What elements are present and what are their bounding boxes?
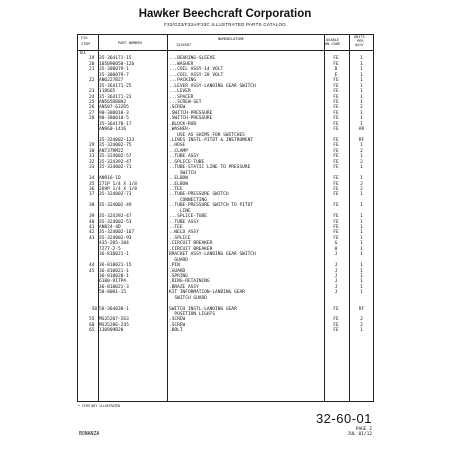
part-number-cell: 90-380010-5 [99, 116, 129, 122]
nomenclature-cell: ..HOSE [169, 143, 186, 149]
nomenclature-cell: ..TUBE-STATIC LINE TO PRESSURE [169, 165, 251, 171]
part-number-cell: 36-810020-1 [99, 273, 129, 279]
units-cell: 1 [360, 268, 363, 274]
item-cell: 25 [89, 99, 95, 105]
usable-code-cell: FE [333, 138, 339, 143]
nomenclature-cell: ..TEE [169, 225, 183, 230]
item-cell: 55 [89, 317, 95, 323]
nomenclature-cell: .SCREW [169, 105, 186, 111]
usable-code-cell: J [334, 279, 338, 285]
units-cell: 1 [360, 225, 363, 230]
units-cell: 2 [360, 186, 363, 192]
part-number-cell: 35-364171-23 [99, 94, 132, 100]
usable-code-cell: FE [333, 317, 339, 323]
part-number-cell: 36-810021-1 [99, 268, 129, 274]
item-cell: 28 [89, 116, 95, 122]
units-cell: 1 [360, 328, 363, 334]
nomenclature-cell: .BLOCK-RUB [169, 121, 197, 127]
units-cell: 1 [360, 61, 363, 67]
usable-code-cell: J [334, 284, 338, 290]
units-cell: 1 [360, 99, 363, 105]
nomenclature-cell: ..TUBE-PRESSURE SWITCH [169, 192, 229, 198]
units-cell: 1 [360, 290, 363, 296]
part-number-cell: 435-205-104 [99, 241, 129, 247]
nomenclature-cell: ...WASHER [169, 61, 194, 67]
usable-code-cell: FE [333, 176, 339, 182]
revision-date: JUL 01/12 [347, 432, 372, 437]
usable-code-cell: J [334, 290, 338, 296]
usable-code-cell: J [334, 268, 338, 274]
units-cell: 1 [360, 110, 363, 116]
nomenclature-cell: BRACKET ASSY-LANDING GEAR SWITCH [169, 252, 256, 258]
usable-code-cell: H [334, 246, 338, 252]
model-name: BONANZA [79, 432, 100, 437]
nomenclature-cell: ..ELBOW [169, 181, 188, 187]
usable-code-cell: FE [333, 121, 339, 127]
table-row [78, 328, 373, 333]
fig-cell: 01 [80, 51, 86, 56]
item-cell: 20 [89, 61, 95, 67]
part-number-cell: 6100-91TPA [99, 279, 127, 285]
units-cell: 1 [360, 89, 363, 95]
nomenclature-cell: POSITION LIGHTS [169, 312, 216, 317]
usable-code-cell: J [334, 252, 338, 258]
units-cell: 1 [360, 241, 363, 247]
part-number-cell: AN6227B27 [99, 78, 124, 84]
part-number-cell: 58-364038-1 [99, 306, 129, 312]
units-cell: 1 [360, 176, 363, 182]
units-cell: 1 [360, 284, 363, 290]
usable-code-cell: FE [333, 186, 339, 192]
nomenclature-cell: ..SPLICE-TUBE [169, 159, 205, 165]
nomenclature-cell: SWITCH GUARD [169, 295, 207, 301]
units-cell: 1 [360, 263, 363, 269]
part-number-cell: 35-324002-167 [99, 230, 135, 236]
footnote: * ITEM NOT ILLUSTRATED [78, 404, 121, 408]
part-number-cell: 35-380079-1 [99, 67, 129, 73]
units-cell: 2 [360, 317, 363, 323]
item-cell: 40 [89, 219, 95, 225]
item-cell: 35 [89, 181, 95, 187]
units-cell: 1 [360, 143, 363, 149]
nomenclature-cell: LINE [169, 208, 191, 214]
item-cell: 21 [89, 67, 95, 73]
item-cell: -50 [89, 306, 98, 312]
nomenclature-cell: ..TUBE ASSY [169, 154, 199, 160]
part-number-cell: 35-324002-123 [99, 138, 135, 143]
units-cell: 1 [360, 252, 363, 258]
table-body [78, 51, 373, 334]
part-number-cell: 130909B20 [99, 328, 124, 334]
usable-code-cell: FE [333, 203, 339, 209]
company-title: Hawker Beechcraft Corporation [138, 8, 312, 20]
part-number-cell: 36-810021-1 [99, 252, 129, 258]
item-cell: 39 [89, 214, 95, 220]
header-fig: FIG [81, 36, 88, 40]
units-cell: 1 [360, 67, 363, 73]
units-cell: 1 [360, 273, 363, 279]
item-cell: 30 [89, 148, 95, 154]
part-number-cell: AN960-1416 [99, 127, 127, 133]
usable-code-cell: FE [333, 110, 339, 116]
units-cell: RF [358, 138, 365, 143]
part-number-cell: 35-324002-75 [99, 143, 132, 149]
part-number-cell: MS35207-263 [99, 317, 129, 323]
units-cell: 2 [360, 105, 363, 111]
units-cell: 1 [360, 203, 363, 209]
units-cell: 1 [360, 214, 363, 220]
usable-code-cell: FE [333, 214, 339, 220]
nomenclature-cell: .SCREW [169, 317, 186, 323]
units-cell: 2 [360, 181, 363, 187]
usable-code-cell: FE [333, 225, 339, 230]
usable-code-cell: G [334, 241, 338, 247]
header-usable: USABLE [326, 38, 339, 42]
item-cell: 31 [89, 154, 95, 160]
usable-code-cell: E [334, 72, 338, 78]
nomenclature-cell: ..TUBE-PRESSURE SWITCH TO PITOT [169, 203, 253, 209]
usable-code-cell: FE [333, 230, 339, 236]
nomenclature-cell: ...SCREW-SET [169, 99, 202, 105]
section-number: 32-60-01 [315, 411, 372, 426]
item-cell: 23 [89, 89, 95, 95]
usable-code-cell: FE [333, 83, 339, 89]
usable-code-cell: FE [333, 165, 339, 171]
usable-code-cell: D [334, 67, 338, 73]
nomenclature-cell: .GUARD [169, 268, 186, 274]
item-cell: 33 [89, 165, 95, 171]
units-cell: 1 [360, 154, 363, 160]
item-cell: 19 [89, 56, 95, 62]
usable-code-cell: FE [333, 116, 339, 122]
usable-code-cell: FE [333, 235, 339, 241]
item-cell: 24 [89, 94, 95, 100]
nomenclature-cell: .SCREW [169, 322, 186, 328]
item-cell: 65 [89, 328, 95, 334]
nomenclature-cell: ..ELBOW [169, 176, 188, 182]
nomenclature-cell: .CIRCUIT BREAKER [169, 241, 213, 247]
item-cell: 27 [89, 110, 95, 116]
nomenclature-cell: SWITCH [169, 170, 197, 176]
nomenclature-cell: .WASHER- [169, 127, 191, 133]
part-number-cell: 118665 [99, 89, 116, 95]
nomenclature-cell: .SWITCH-PRESSURE [169, 110, 213, 116]
item-cell: 34 [89, 176, 95, 182]
usable-code-cell: FE [333, 99, 339, 105]
part-number-cell: 36-810021-15 [99, 263, 132, 269]
parts-table [77, 34, 374, 402]
item-cell: 32 [89, 159, 95, 165]
part-number-cell: 35-380079-7 [99, 72, 129, 78]
usable-code-cell: FE [333, 159, 339, 165]
units-cell: 1 [360, 121, 363, 127]
part-number-cell: 35-364171-25 [99, 83, 132, 89]
header-item: ITEM [81, 42, 90, 46]
header-units: UNITS [354, 35, 365, 39]
header-nomenclature: NOMENCLATURE [218, 37, 244, 41]
part-number-cell: 35-324392-47 [99, 159, 132, 165]
item-cell: 42 [89, 230, 95, 236]
item-cell: 22 [89, 78, 95, 84]
usable-code-cell: FE [333, 154, 339, 160]
units-cell: AR [358, 127, 365, 133]
part-number-cell: AN507-632R5 [99, 105, 129, 111]
units-cell: 1 [360, 192, 363, 198]
nomenclature-cell: .LINES INSTL-PITOT & INSTRUMENT [169, 138, 253, 143]
nomenclature-cell: KIT INFORMATION-LANDING GEAR [169, 290, 245, 296]
usable-code-cell: FE [333, 89, 339, 95]
nomenclature-cell: SWITCH INSTL-LANDING GEAR [169, 306, 237, 312]
part-number-cell: 36-810021-3 [99, 284, 129, 290]
part-number-cell: 58-8001-15 [99, 290, 127, 296]
nomenclature-cell: GUARD [169, 257, 188, 263]
nomenclature-cell: USE AS SHIMS FOR SWITCHES [169, 132, 245, 138]
part-number-cell: 35-324002-53 [99, 219, 132, 225]
header-on-code: ON CODE [325, 42, 341, 46]
units-cell: 1 [360, 94, 363, 100]
units-cell: 1 [360, 165, 363, 171]
part-number-cell: AN565DB8H2 [99, 99, 127, 105]
item-cell: 29 [89, 143, 95, 149]
units-cell: 2 [360, 148, 363, 154]
part-number-cell: 35-324392-47 [99, 214, 132, 220]
item-cell: 37 [89, 192, 95, 198]
item-cell: 45 [89, 268, 95, 274]
page-number: PAGE 2 [355, 427, 372, 432]
usable-code-cell: FE [333, 192, 339, 198]
nomenclature-cell: ...COIL ASSY-14 VOLT [169, 67, 224, 73]
units-cell: 1 [360, 83, 363, 89]
part-number-cell: 90-380010-3 [99, 110, 129, 116]
units-cell: 1 [360, 219, 363, 225]
part-number-cell: 35-324002-73 [99, 192, 132, 198]
part-number-cell: 35-364171-15 [99, 56, 132, 62]
part-number-cell: MS35206-245 [99, 322, 129, 328]
part-number-cell: 271P 1/4 X 1/8 [99, 181, 137, 187]
header-assy: ASSY [355, 43, 364, 47]
units-cell: 2 [360, 322, 363, 328]
part-number-cell: 269P 1/4 X 1/8 [99, 186, 137, 192]
nomenclature-cell: .CIRCUIT BREAKER [169, 246, 213, 252]
item-cell: 36 [89, 186, 95, 192]
nomenclature-cell: ...BEARING-SLEEVE [169, 56, 216, 62]
usable-code-cell: FE [333, 61, 339, 67]
units-cell: 1 [360, 246, 363, 252]
nomenclature-cell: .PIN [169, 263, 180, 269]
usable-code-cell: FE [333, 181, 339, 187]
nomenclature-cell: ..CLAMP [169, 148, 188, 154]
usable-code-cell: FE [333, 127, 339, 133]
part-number-cell: 35-324002-57 [99, 154, 132, 160]
part-number-cell: AN916-1D [99, 176, 121, 182]
item-cell: 60 [89, 322, 95, 328]
nomenclature-cell: .RING-RETAINING [169, 279, 210, 285]
usable-code-cell: FE [333, 78, 339, 84]
header-per: PER [357, 39, 364, 43]
units-cell: 1 [360, 116, 363, 122]
nomenclature-cell: .BOLT [169, 328, 183, 334]
part-number-cell: 7277-2-5 [99, 246, 121, 252]
usable-code-cell: FE [333, 328, 339, 334]
table-header [78, 35, 373, 51]
nomenclature-cell: .BRAZE ASSY [169, 284, 199, 290]
units-cell: 2 [360, 159, 363, 165]
item-cell: 44 [89, 263, 95, 269]
nomenclature-cell: ..SPLICE [169, 235, 191, 241]
nomenclature-cell: ..TEE [169, 186, 183, 192]
units-cell: RF [358, 306, 365, 312]
units-cell: 1 [360, 72, 363, 78]
header-part-number: PART NUMBER [118, 41, 142, 45]
header-nomenclature-scale: 1234567 [176, 43, 192, 47]
nomenclature-cell: ...PACKING [169, 78, 197, 84]
units-cell: 1 [360, 279, 363, 285]
usable-code-cell: FE [333, 56, 339, 62]
nomenclature-cell: ..TUBE ASSY [169, 219, 199, 225]
nomenclature-cell: ...SPLICE-TUBE [169, 214, 207, 220]
units-cell: 1 [360, 78, 363, 84]
part-number-cell: 105090050-126 [99, 61, 135, 67]
usable-code-cell: FE [333, 105, 339, 111]
nomenclature-cell: CONNECTING [169, 197, 207, 203]
part-number-cell: 35-324002-93 [99, 235, 132, 241]
part-number-cell: 35-324002-71 [99, 165, 132, 171]
usable-code-cell: FE [333, 148, 339, 154]
item-cell: 41 [89, 225, 95, 230]
usable-code-cell: FE [333, 94, 339, 100]
nomenclature-cell: ...SPACER [169, 94, 194, 100]
usable-code-cell: FE [333, 306, 339, 312]
units-cell: 1 [360, 56, 363, 62]
item-cell: 38 [89, 203, 95, 209]
usable-code-cell: FE [333, 219, 339, 225]
part-number-cell: AN737RM22 [99, 148, 124, 154]
nomenclature-cell: ..LEVER ASSY-LANDING GEAR SWITCH [169, 83, 256, 89]
item-cell: 26 [89, 105, 95, 111]
usable-code-cell: FE [333, 322, 339, 328]
catalog-subtitle: F33/G33/F33A/F33C ILLUSTRATED PARTS CATALOG [163, 22, 287, 27]
units-cell: 1 [360, 230, 363, 236]
nomenclature-cell: .SWITCH-PRESSURE [169, 116, 213, 122]
part-number-cell: 35-324002-49 [99, 203, 132, 209]
nomenclature-cell: .SPRING [169, 273, 188, 279]
part-number-cell: AN824-4D [99, 225, 121, 230]
nomenclature-cell: ...LEVER [169, 89, 191, 95]
usable-code-cell: J [334, 263, 338, 269]
part-number-cell: 35-364170-17 [99, 121, 132, 127]
usable-code-cell: FE [333, 143, 339, 149]
units-cell: 1 [360, 235, 363, 241]
nomenclature-cell: ...COIL ASSY-28 VOLT [169, 72, 224, 78]
nomenclature-cell: ..WELD ASSY [169, 230, 199, 236]
item-cell: 43 [89, 235, 95, 241]
usable-code-cell: J [334, 273, 338, 279]
